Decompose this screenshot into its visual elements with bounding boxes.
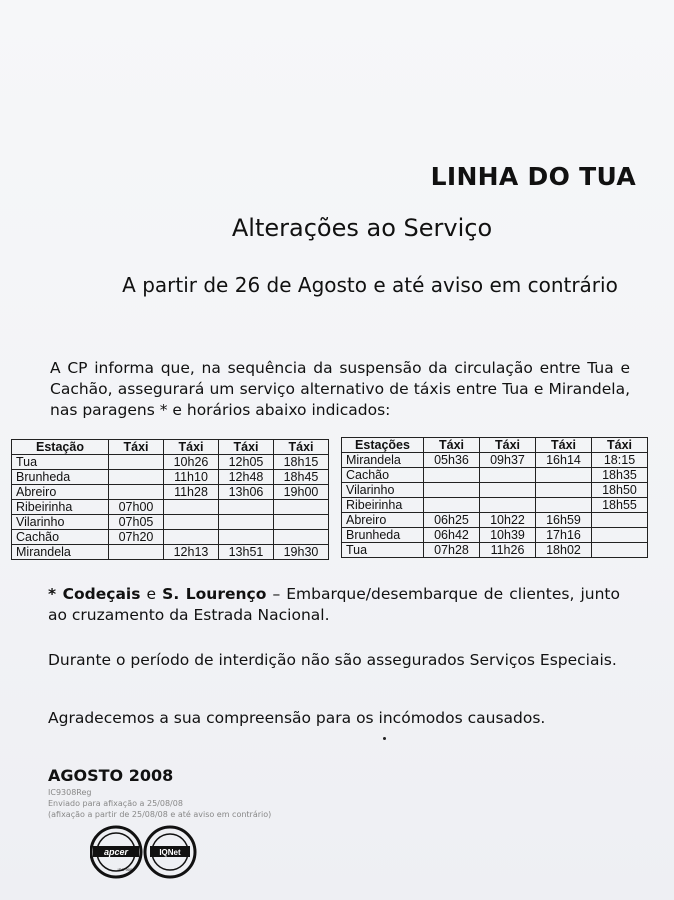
table-row	[12, 545, 329, 560]
departure-time-cell	[592, 513, 648, 528]
table-row	[342, 528, 648, 543]
departure-time-cell: 18h15	[274, 455, 329, 470]
departure-time-cell	[480, 483, 536, 498]
departure-time-cell	[109, 470, 164, 485]
departure-time-cell: 19h30	[274, 545, 329, 560]
meta-sent: Enviado para afixação a 25/08/08	[48, 799, 183, 808]
departure-time-cell: 18h02	[536, 543, 592, 558]
table-row	[12, 515, 329, 530]
taxi-column-header: Táxi	[424, 438, 480, 453]
table-header-row	[342, 438, 648, 453]
schedule-table-tua-mirandela	[11, 439, 329, 560]
station-name-cell: Cachão	[342, 468, 424, 483]
apcer-logo	[91, 827, 141, 877]
taxi-column-header: Táxi	[164, 440, 219, 455]
notice-title: LINHA DO TUA	[430, 162, 636, 191]
departure-time-cell	[109, 485, 164, 500]
departure-time-cell: 16h14	[536, 453, 592, 468]
station-name-cell: Abreiro	[342, 513, 424, 528]
taxi-column-header: Táxi	[480, 438, 536, 453]
meta-posting: (afixação a partir de 25/08/08 e até aviso em contrário)	[48, 810, 272, 819]
paper-speck	[383, 737, 386, 740]
table-row	[12, 530, 329, 545]
station-name-cell: Brunheda	[12, 470, 109, 485]
stops-note	[48, 584, 620, 626]
station-name-cell: Tua	[342, 543, 424, 558]
station-name-cell: Brunheda	[342, 528, 424, 543]
departure-time-cell: 12h05	[219, 455, 274, 470]
departure-time-cell: 11h10	[164, 470, 219, 485]
taxi-column-header: Táxi	[592, 438, 648, 453]
departure-time-cell	[424, 468, 480, 483]
departure-time-cell: 18h35	[592, 468, 648, 483]
departure-time-cell	[592, 528, 648, 543]
departure-time-cell	[219, 515, 274, 530]
station-name-cell: Abreiro	[12, 485, 109, 500]
table-header-row	[12, 440, 329, 455]
station-name-cell: Vilarinho	[12, 515, 109, 530]
certification-logos	[90, 822, 200, 882]
iqnet-logo	[145, 827, 195, 877]
departure-time-cell	[109, 545, 164, 560]
station-name-cell: Ribeirinha	[12, 500, 109, 515]
station-name-cell: Ribeirinha	[342, 498, 424, 513]
departure-time-cell: 18h45	[274, 470, 329, 485]
taxi-column-header: Táxi	[536, 438, 592, 453]
departure-time-cell: 11h28	[164, 485, 219, 500]
departure-time-cell	[109, 455, 164, 470]
departure-time-cell	[164, 515, 219, 530]
departure-time-cell: 17h16	[536, 528, 592, 543]
departure-time-cell	[164, 500, 219, 515]
departure-time-cell	[274, 530, 329, 545]
effective-date-line: A partir de 26 de Agosto e até aviso em contrário	[122, 273, 618, 297]
taxi-column-header: Táxi	[109, 440, 164, 455]
departure-time-cell: 06h25	[424, 513, 480, 528]
station-name-cell: Vilarinho	[342, 483, 424, 498]
departure-time-cell	[480, 498, 536, 513]
departure-time-cell	[219, 500, 274, 515]
station-name-cell: Mirandela	[12, 545, 109, 560]
departure-time-cell: 12h48	[219, 470, 274, 485]
departure-time-cell	[164, 530, 219, 545]
departure-time-cell	[274, 515, 329, 530]
period-paragraph: Durante o período de interdição não são assegurados Serviços Especiais.	[48, 651, 617, 669]
svg-text:apcer: apcer	[103, 847, 129, 857]
departure-time-cell	[536, 483, 592, 498]
departure-time-cell: 06h42	[424, 528, 480, 543]
departure-time-cell: 18h50	[592, 483, 648, 498]
departure-time-cell: 18:15	[592, 453, 648, 468]
departure-time-cell	[424, 498, 480, 513]
departure-time-cell	[424, 483, 480, 498]
notice-subtitle: Alterações ao Serviço	[231, 214, 493, 242]
meta-reference: IC9308Reg	[48, 788, 92, 797]
note-conjunction: e	[146, 585, 157, 603]
table-row	[342, 468, 648, 483]
station-name-cell: Cachão	[12, 530, 109, 545]
station-column-header: Estações	[342, 438, 424, 453]
departure-time-cell	[480, 468, 536, 483]
departure-time-cell: 16h59	[536, 513, 592, 528]
thanks-paragraph: Agradecemos a sua compreensão para os incómodos causados.	[48, 709, 546, 727]
departure-time-cell: 09h37	[480, 453, 536, 468]
departure-time-cell	[536, 498, 592, 513]
departure-time-cell: 10h22	[480, 513, 536, 528]
departure-time-cell: 10h26	[164, 455, 219, 470]
station-column-header: Estação	[12, 440, 109, 455]
taxi-column-header: Táxi	[274, 440, 329, 455]
departure-time-cell: 11h26	[480, 543, 536, 558]
note-stop-2: S. Lourenço	[162, 585, 267, 603]
departure-time-cell: 19h00	[274, 485, 329, 500]
table-row	[342, 453, 648, 468]
schedule-table-mirandela-tua	[341, 437, 648, 558]
departure-time-cell	[592, 543, 648, 558]
station-name-cell: Mirandela	[342, 453, 424, 468]
station-name-cell: Tua	[12, 455, 109, 470]
table-row	[342, 513, 648, 528]
notice-date: AGOSTO 2008	[48, 766, 174, 785]
departure-time-cell: 05h36	[424, 453, 480, 468]
departure-time-cell: 07h05	[109, 515, 164, 530]
departure-time-cell: 10h39	[480, 528, 536, 543]
notice-metadata	[48, 787, 271, 820]
note-text: – Embarque/desembarque de clientes, junto ao cruzamento da Estrada Nacional.	[48, 585, 620, 624]
departure-time-cell	[219, 530, 274, 545]
departure-time-cell: 07h00	[109, 500, 164, 515]
departure-time-cell: 13h51	[219, 545, 274, 560]
svg-text:ISO 9001: ISO 9001	[117, 867, 135, 872]
departure-time-cell: 07h28	[424, 543, 480, 558]
table-row	[12, 455, 329, 470]
svg-text:IQNet: IQNet	[159, 848, 181, 857]
note-stop-1: * Codeçais	[48, 585, 141, 603]
departure-time-cell	[274, 500, 329, 515]
table-row	[342, 483, 648, 498]
intro-paragraph: A CP informa que, na sequência da suspensão da circulação entre Tua e Cachão, assegurará um serviço alternativo de táxis entre Tua e Mirandela, nas paragens * e horários abaixo indicados:	[50, 359, 630, 419]
departure-time-cell: 13h06	[219, 485, 274, 500]
departure-time-cell: 18h55	[592, 498, 648, 513]
departure-time-cell	[536, 468, 592, 483]
departure-time-cell: 12h13	[164, 545, 219, 560]
table-row	[12, 470, 329, 485]
departure-time-cell: 07h20	[109, 530, 164, 545]
table-row	[12, 500, 329, 515]
taxi-column-header: Táxi	[219, 440, 274, 455]
table-row	[342, 543, 648, 558]
table-row	[342, 498, 648, 513]
table-row	[12, 485, 329, 500]
